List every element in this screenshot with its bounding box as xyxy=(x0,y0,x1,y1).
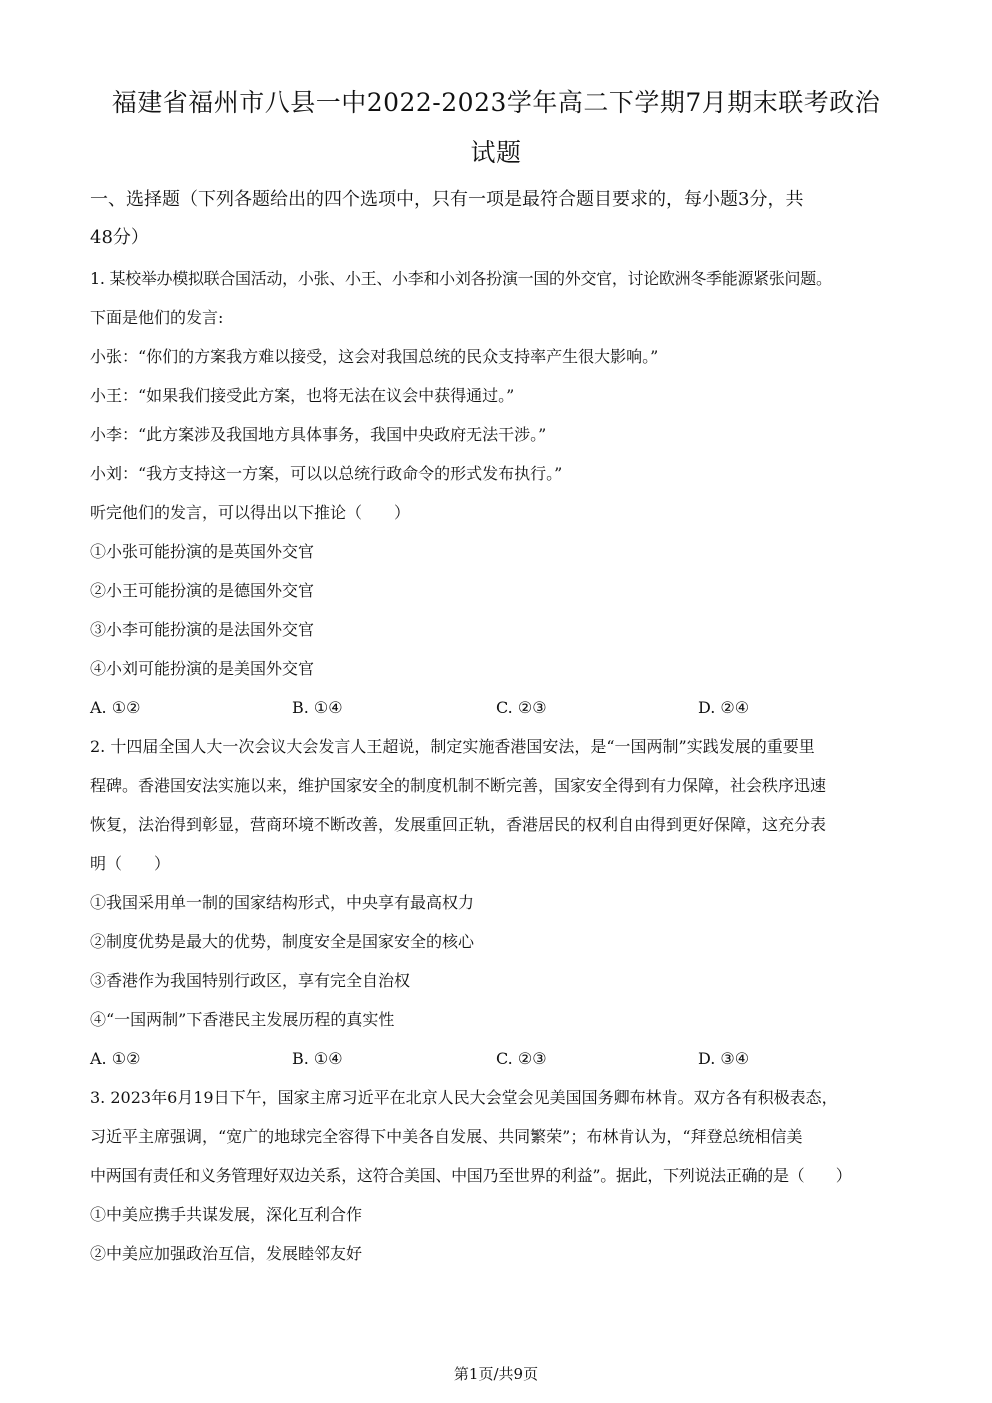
q1-option-b[interactable]: B. ①④ xyxy=(292,698,343,717)
q2-item-4: ④“一国两制”下香港民主发展历程的真实性 xyxy=(90,1010,395,1029)
q2-stem-line2: 程碑。香港国安法实施以来，维护国家安全的制度机制不断完善，国家安全得到有力保障，社会秩序迅速 xyxy=(90,776,827,795)
q2-option-c[interactable]: C. ②③ xyxy=(496,1049,547,1068)
section-heading-line2: 48分） xyxy=(90,227,149,248)
q1-item-2: ②小王可能扮演的是德国外交官 xyxy=(90,581,315,600)
q1-item-3: ③小李可能扮演的是法国外交官 xyxy=(90,620,315,639)
q2-item-2: ②制度优势是最大的优势，制度安全是国家安全的核心 xyxy=(90,932,475,951)
q2-stem-line4: 明（ ） xyxy=(90,854,171,873)
exam-title-line1: 福建省福州市八县一中2022-2023学年高二下学期7月期末联考政治 xyxy=(111,88,881,117)
q1-stem-line1: 1. 某校举办模拟联合国活动，小张、小王、小李和小刘各扮演一国的外交官，讨论欧洲冬季能源紧张问题。 xyxy=(90,269,832,288)
q2-item-1: ①我国采用单一制的国家结构形式，中央享有最高权力 xyxy=(90,893,475,912)
q1-options xyxy=(90,688,910,727)
q1-option-d[interactable]: D. ②④ xyxy=(698,698,750,717)
q1-speech-xiaoliu: 小刘：“我方支持这一方案，可以以总统行政命令的形式发布执行。” xyxy=(90,464,563,483)
q1-speech-xiaowang: 小王：“如果我们接受此方案，也将无法在议会中获得通过。” xyxy=(90,386,515,405)
question-2 xyxy=(90,727,910,1039)
q2-stem-line1: 2. 十四届全国人大一次会议大会发言人王超说，制定实施香港国安法，是“一国两制”实践发展的重要里 xyxy=(90,737,815,756)
q2-options xyxy=(90,1039,910,1078)
q2-option-a[interactable]: A. ①② xyxy=(90,1049,141,1068)
q1-prompt: 听完他们的发言，可以得出以下推论（ ） xyxy=(90,503,411,522)
q2-item-3: ③香港作为我国特别行政区，享有完全自治权 xyxy=(90,971,411,990)
q3-stem-line3: 中两国有责任和义务管理好双边关系，这符合美国、中国乃至世界的利益”。据此，下列说法正确的是（ ） xyxy=(90,1166,852,1185)
q1-stem-line2: 下面是他们的发言: xyxy=(90,308,224,327)
q1-option-a[interactable]: A. ①② xyxy=(90,698,141,717)
q3-item-2: ②中美应加强政治互信，发展睦邻友好 xyxy=(90,1244,363,1263)
section-heading-line1: 一、选择题（下列各题给出的四个选项中，只有一项是最符合题目要求的，每小题3分，共 xyxy=(90,189,804,210)
q1-speech-xiaoli: 小李：“此方案涉及我国地方具体事务，我国中央政府无法干涉。” xyxy=(90,425,547,444)
q2-stem-line3: 恢复，法治得到彰显，营商环境不断改善，发展重回正轨，香港居民的权利自由得到更好保障，这充分表 xyxy=(90,815,827,834)
q2-option-d[interactable]: D. ③④ xyxy=(698,1049,750,1068)
q1-speech-xiaozhang: 小张：“你们的方案我方难以接受，这会对我国总统的民众支持率产生很大影响。” xyxy=(90,347,659,366)
page-footer: 第1页/共9页 xyxy=(453,1365,539,1383)
question-1 xyxy=(90,259,910,688)
q2-option-b[interactable]: B. ①④ xyxy=(292,1049,343,1068)
q3-stem-line1: 3. 2023年6月19日下午，国家主席习近平在北京人民大会堂会见美国国务卿布林肯。双方各有积极表态， xyxy=(90,1088,838,1107)
q3-stem-line2: 习近平主席强调，“宽广的地球完全容得下中美各自发展、共同繁荣”；布林肯认为，“拜登总统相信美 xyxy=(90,1127,803,1146)
q1-option-c[interactable]: C. ②③ xyxy=(496,698,547,717)
q3-item-1: ①中美应携手共谋发展，深化互利合作 xyxy=(90,1205,363,1224)
question-3 xyxy=(90,1078,910,1273)
q1-item-4: ④小刘可能扮演的是美国外交官 xyxy=(90,659,315,678)
section-heading xyxy=(90,181,910,257)
exam-title-line2: 试题 xyxy=(470,138,522,167)
q1-item-1: ①小张可能扮演的是英国外交官 xyxy=(90,542,315,561)
